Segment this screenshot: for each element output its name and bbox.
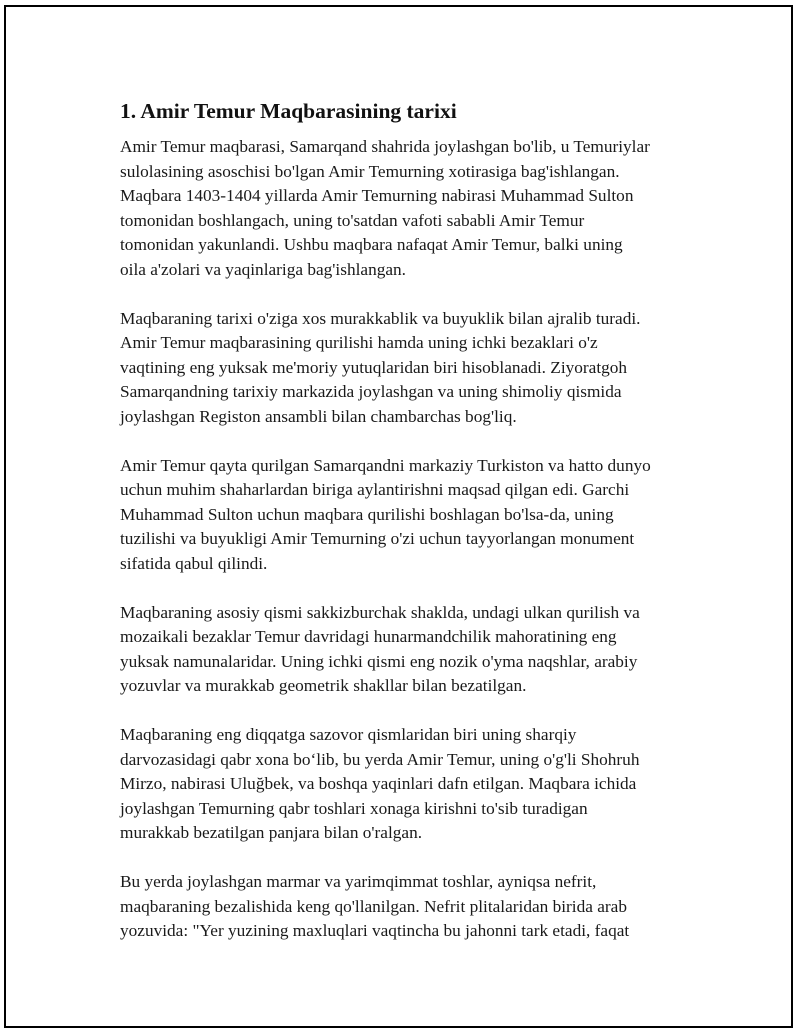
text-line: Amir Temur qayta qurilgan Samarqandni markaziy Turkiston va hatto dunyo	[120, 455, 651, 475]
text-line: uchun muhim shaharlardan biriga aylantirishni maqsad qilgan edi. Garchi	[120, 480, 630, 499]
text-line: murakkab bezatilgan panjara bilan o'ralgan.	[120, 823, 423, 842]
paragraph-2	[120, 307, 710, 430]
text-line: sulolasining asoschisi bo'lgan Amir Temurning xotirasiga bag'ishlangan.	[120, 161, 620, 181]
text-line: yuksak namunalaridar. Uning ichki qismi eng nozik o'yma naqshlar, arabiy	[120, 651, 638, 671]
paragraph-6	[120, 870, 710, 944]
text-line: Bu yerda joylashgan marmar va yarimqimmat toshlar, ayniqsa nefrit,	[120, 872, 597, 891]
text-line: yozuvida: "Yer yuzining maxluqlari vaqtincha bu jahonni tark etadi, faqat	[120, 921, 630, 940]
text-line: Maqbaraning eng diqqatga sazovor qismlaridan biri uning sharqiy	[120, 725, 577, 744]
text-line: tuzilishi va buyukligi Amir Temurning o'zi uchun tayyorlangan monument	[120, 529, 635, 548]
text-line: maqbaraning bezalishida keng qo'llanilgan. Nefrit plitalaridan birida arab	[120, 896, 627, 916]
paragraph-3	[120, 454, 710, 577]
text-line: Maqbara 1403-1404 yillarda Amir Temurning nabirasi Muhammad Sulton	[120, 186, 634, 205]
text-line: mozaikali bezaklar Temur davridagi hunarmandchilik mahoratining eng	[120, 627, 617, 646]
text-line: Samarqandning tarixiy markazida joylashgan va uning shimoliy qismida	[120, 382, 622, 401]
document-page	[4, 5, 793, 1028]
text-line: yozuvlar va murakkab geometrik shakllar bilan bezatilgan.	[120, 676, 527, 695]
text-line: darvozasidagi qabr xona bo‘lib, bu yerda Amir Temur, uning o'g'li Shohruh	[120, 749, 640, 769]
text-line: tomonidan yakunlandi. Ushbu maqbara nafaqat Amir Temur, balki uning	[120, 235, 623, 254]
text-line: vaqtining eng yuksak me'moriy yutuqlaridan biri hisoblanadi. Ziyoratgoh	[120, 357, 628, 377]
text-line: sifatida qabul qilindi.	[120, 553, 268, 573]
document-body	[120, 97, 710, 968]
text-line: joylashgan Registon ansambli bilan chambarchas bog'liq.	[120, 406, 517, 426]
text-line: oila a'zolari va yaqinlariga bag'ishlangan.	[120, 259, 406, 279]
paragraph-4	[120, 601, 710, 699]
document-heading: 1. Amir Temur Maqbarasining tarixi	[120, 99, 457, 123]
text-line: Amir Temur maqbarasi, Samarqand shahrida joylashgan bo'lib, u Temuriylar	[120, 137, 650, 156]
text-line: Mirzo, nabirasi Uluğbek, va boshqa yaqinlari dafn etilgan. Maqbara ichida	[120, 774, 637, 793]
text-line: joylashgan Temurning qabr toshlari xonaga kirishni to'sib turadigan	[120, 798, 588, 818]
text-line: Muhammad Sulton uchun maqbara qurilishi boshlagan bo'lsa-da, uning	[120, 504, 614, 524]
text-line: Amir Temur maqbarasining qurilishi hamda uning ichki bezaklari o'z	[120, 333, 598, 352]
paragraph-5	[120, 723, 710, 846]
text-line: Maqbaraning asosiy qismi sakkizburchak shaklda, undagi ulkan qurilish va	[120, 602, 640, 622]
text-line: tomonidan boshlangach, uning to'satdan vafoti sababli Amir Temur	[120, 210, 585, 230]
text-line: Maqbaraning tarixi o'ziga xos murakkablik va buyuklik bilan ajralib turadi.	[120, 308, 641, 328]
paragraph-1	[120, 135, 710, 282]
